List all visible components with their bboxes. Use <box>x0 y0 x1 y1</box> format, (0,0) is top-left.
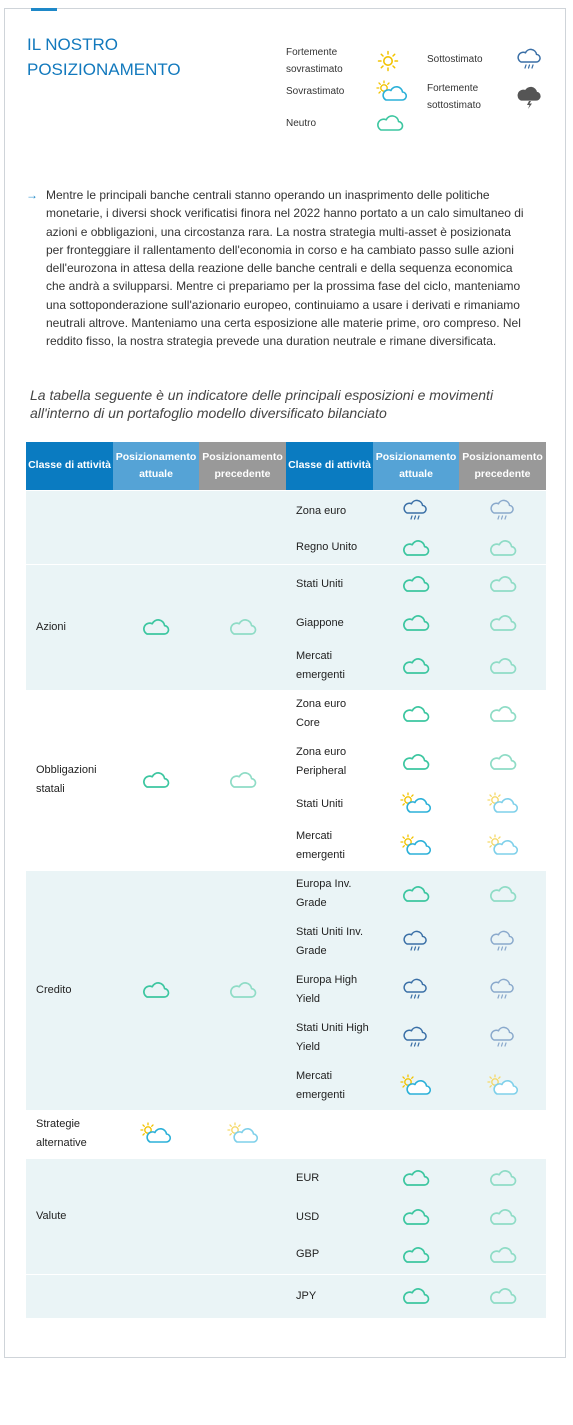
sub-asset-label: Zona euro Core <box>286 690 373 738</box>
positioning-table <box>26 442 546 1318</box>
legend-strong-under <box>427 80 543 114</box>
sub-asset-previous-cell <box>459 870 546 918</box>
storm-cloud-icon <box>517 86 543 108</box>
sub-asset-label: EUR <box>286 1158 373 1198</box>
sub-asset-label: Giappone <box>286 604 373 642</box>
sub-asset-previous-cell <box>459 786 546 822</box>
rain-cloud-icon <box>490 1032 516 1044</box>
sub-asset-label: Europa High Yield <box>286 966 373 1014</box>
table-row <box>26 564 546 604</box>
sub-asset-previous-cell <box>459 564 546 604</box>
sub-asset-current-cell <box>373 822 459 870</box>
legend-over <box>286 80 402 102</box>
sub-asset-label: Mercati emergenti <box>286 1062 373 1110</box>
sub-asset-previous-cell <box>459 1110 546 1158</box>
rain-cloud-icon <box>517 48 543 70</box>
asset-class-previous-cell <box>199 870 286 1110</box>
legend-label-under: Sottostimato <box>427 53 483 65</box>
asset-class-previous-cell <box>199 490 286 564</box>
asset-class-previous-cell <box>199 1158 286 1274</box>
sub-asset-current-cell <box>373 1198 459 1236</box>
cloud-icon <box>142 984 170 996</box>
legend-label-strong-over: Fortemente sovrastimato <box>286 47 343 75</box>
sub-asset-previous-cell <box>459 1158 546 1198</box>
sub-asset-current-cell <box>373 1158 459 1198</box>
cloud-icon <box>229 984 257 996</box>
sub-asset-current-cell <box>373 1236 459 1274</box>
asset-class-label: Obbligazioni statali <box>26 690 113 870</box>
table-row <box>26 690 546 738</box>
sun-cloud-icon <box>376 80 402 102</box>
asset-class-previous-cell <box>199 1110 286 1158</box>
cloud-icon <box>229 621 257 633</box>
sun-cloud-icon <box>487 1080 519 1092</box>
cloud-icon <box>402 617 430 629</box>
asset-class-previous-cell <box>199 564 286 690</box>
arrow-right-icon: → <box>26 188 38 202</box>
sub-asset-label: Regno Unito <box>286 532 373 564</box>
sub-asset-previous-cell <box>459 604 546 642</box>
legend-strong-over <box>286 44 402 78</box>
sub-asset-label: Zona euro <box>286 490 373 532</box>
sub-asset-label <box>286 1110 373 1158</box>
sub-asset-label: Mercati emergenti <box>286 642 373 690</box>
sub-asset-previous-cell <box>459 918 546 966</box>
sub-asset-label: Stati Uniti <box>286 786 373 822</box>
sub-asset-label: Europa Inv. Grade <box>286 870 373 918</box>
sub-asset-previous-cell <box>459 1274 546 1318</box>
sun-icon <box>376 50 402 72</box>
sub-asset-current-cell <box>373 786 459 822</box>
legend-label-neutral: Neutro <box>286 117 317 129</box>
cloud-icon <box>489 708 517 720</box>
legend-label-over: Sovrastimato <box>286 85 345 97</box>
asset-class-label: Valute <box>26 1158 113 1274</box>
sub-asset-label: GBP <box>286 1236 373 1274</box>
sun-cloud-icon <box>487 840 519 852</box>
sub-asset-current-cell <box>373 1014 459 1062</box>
rain-cloud-icon <box>403 505 429 517</box>
table-body <box>26 490 546 1318</box>
sub-asset-current-cell <box>373 690 459 738</box>
cloud-icon <box>402 708 430 720</box>
cloud-icon <box>142 621 170 633</box>
sub-asset-current-cell <box>373 642 459 690</box>
cloud-icon <box>402 660 430 672</box>
legend-under <box>427 48 543 70</box>
sub-asset-current-cell <box>373 966 459 1014</box>
cloud-icon <box>229 774 257 786</box>
sub-asset-label: Stati Uniti Inv. Grade <box>286 918 373 966</box>
cloud-icon <box>402 756 430 768</box>
sub-asset-current-cell <box>373 1062 459 1110</box>
sub-asset-current-cell <box>373 564 459 604</box>
asset-class-current-cell <box>113 690 199 870</box>
sun-cloud-icon <box>227 1128 259 1140</box>
sub-asset-previous-cell <box>459 532 546 564</box>
legend-label-strong-under: Fortemente sottostimato <box>427 83 481 111</box>
sub-asset-previous-cell <box>459 966 546 1014</box>
cloud-icon <box>142 774 170 786</box>
asset-class-current-cell <box>113 1110 199 1158</box>
sun-cloud-icon <box>400 840 432 852</box>
cloud-icon <box>402 888 430 900</box>
asset-class-label: Azioni <box>26 564 113 690</box>
sub-asset-label: JPY <box>286 1274 373 1318</box>
legend-neutral <box>286 112 402 134</box>
commentary-block <box>26 186 526 351</box>
sub-asset-previous-cell <box>459 822 546 870</box>
sun-cloud-icon <box>487 798 519 810</box>
sub-asset-label: Zona euro Peripheral <box>286 738 373 786</box>
asset-class-label <box>26 1274 113 1318</box>
table-intro: La tabella seguente è un indicatore delle principali esposizioni e movimenti all'interno di un portafoglio modello diversificato bilanciato <box>30 387 494 421</box>
table-row <box>26 870 546 918</box>
sub-asset-label: Stati Uniti <box>286 564 373 604</box>
sub-asset-current-cell <box>373 604 459 642</box>
sun-cloud-icon <box>140 1128 172 1140</box>
card-accent-bar <box>31 8 57 11</box>
asset-class-current-cell <box>113 564 199 690</box>
page-title: IL NOSTRO POSIZIONAMENTO <box>27 35 181 79</box>
header-sub-previous: Posizionamento precedente <box>459 442 546 490</box>
asset-class-label: Credito <box>26 870 113 1110</box>
sub-asset-previous-cell <box>459 1236 546 1274</box>
cloud-icon <box>402 578 430 590</box>
table-row <box>26 1158 546 1198</box>
cloud-icon <box>402 542 430 554</box>
asset-class-previous-cell <box>199 690 286 870</box>
cloud-icon <box>402 1290 430 1302</box>
sub-asset-previous-cell <box>459 1198 546 1236</box>
sub-asset-previous-cell <box>459 490 546 532</box>
asset-class-previous-cell <box>199 1274 286 1318</box>
sun-cloud-icon <box>400 798 432 810</box>
asset-class-current-cell <box>113 1158 199 1274</box>
rain-cloud-icon <box>490 505 516 517</box>
rain-cloud-icon <box>403 1032 429 1044</box>
sub-asset-label: Mercati emergenti <box>286 822 373 870</box>
cloud-icon <box>489 1172 517 1184</box>
header-asset-class: Classe di attività <box>26 442 113 490</box>
cloud-icon <box>402 1249 430 1261</box>
cloud-icon <box>489 1290 517 1302</box>
header-current: Posizionamento attuale <box>113 442 199 490</box>
cloud-icon <box>489 617 517 629</box>
sub-asset-current-cell <box>373 490 459 532</box>
rain-cloud-icon <box>403 984 429 996</box>
asset-class-current-cell <box>113 1274 199 1318</box>
rain-cloud-icon <box>403 936 429 948</box>
sub-asset-previous-cell <box>459 738 546 786</box>
sub-asset-previous-cell <box>459 642 546 690</box>
sub-asset-label: USD <box>286 1198 373 1236</box>
table-header-row <box>26 442 546 490</box>
sub-asset-current-cell <box>373 1110 459 1158</box>
sun-cloud-icon <box>400 1080 432 1092</box>
asset-class-current-cell <box>113 870 199 1110</box>
cloud-icon <box>402 1172 430 1184</box>
rain-cloud-icon <box>490 936 516 948</box>
cloud-icon <box>489 756 517 768</box>
asset-class-label: Strategie alternative <box>26 1110 113 1158</box>
table-row <box>26 1274 546 1318</box>
header-sub-asset-class: Classe di attività <box>286 442 373 490</box>
header-previous: Posizionamento precedente <box>199 442 286 490</box>
cloud-icon <box>489 542 517 554</box>
table-row <box>26 490 546 532</box>
cloud-icon <box>489 660 517 672</box>
commentary-text: Mentre le principali banche centrali stanno operando un inasprimento delle politiche monetarie, i diversi shock verificatisi finora nel 2022 hanno portato a un calo simultaneo di azioni e obbligazioni, una circostanza rara. La nostra strategia multi-asset è posizionata per fronteggiare il rallentamento dell'economia in corso e ha cambiato passo sulle azioni dell'eurozona in attesa della reazione delle banche centrali e della sequenza economica che andrà a svilupparsi. Mentre ci prepariamo per la prossima fase del ciclo, manteniamo una sottoponderazione sull'azionario europeo, continuiamo a usare i derivati e rimaniamo neutrali altrove. Manteniamo una certa esposizione alle materie prime, oro compreso. Nel reddito fisso, la nostra strategia prevede una duration neutrale e rimane diversificata. <box>46 188 524 349</box>
cloud-icon <box>402 1211 430 1223</box>
rain-cloud-icon <box>490 984 516 996</box>
sub-asset-current-cell <box>373 532 459 564</box>
sub-asset-current-cell <box>373 870 459 918</box>
sub-asset-current-cell <box>373 1274 459 1318</box>
header-sub-current: Posizionamento attuale <box>373 442 459 490</box>
cloud-icon <box>376 112 402 134</box>
cloud-icon <box>489 888 517 900</box>
sub-asset-previous-cell <box>459 690 546 738</box>
cloud-icon <box>489 1211 517 1223</box>
sub-asset-previous-cell <box>459 1014 546 1062</box>
cloud-icon <box>489 578 517 590</box>
asset-class-label <box>26 490 113 564</box>
sub-asset-current-cell <box>373 738 459 786</box>
cloud-icon <box>489 1249 517 1261</box>
table-row <box>26 1110 546 1158</box>
sub-asset-previous-cell <box>459 1062 546 1110</box>
sub-asset-current-cell <box>373 918 459 966</box>
asset-class-current-cell <box>113 490 199 564</box>
sub-asset-label: Stati Uniti High Yield <box>286 1014 373 1062</box>
